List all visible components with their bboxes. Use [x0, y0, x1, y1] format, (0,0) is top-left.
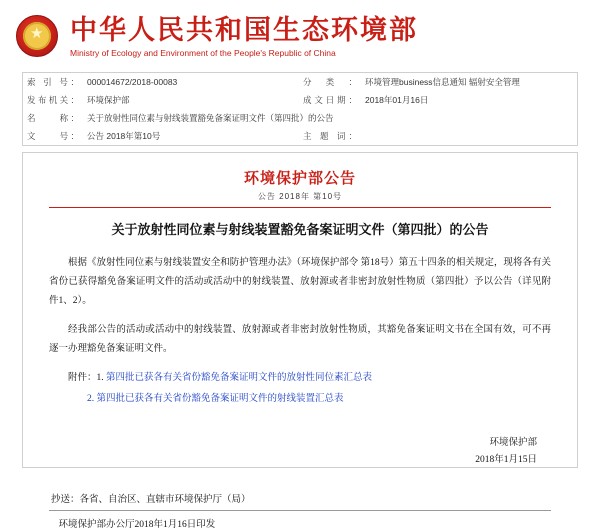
document-sign-date: 2018年1月15日: [475, 455, 537, 465]
table-row: [23, 127, 577, 145]
table-row: [23, 91, 577, 109]
document-org-header: 环境保护部公告: [243, 171, 356, 187]
meta-value-keywords: [361, 127, 577, 145]
site-title-en: Ministry of Ecology and Environment of the People's Republic of China: [70, 47, 336, 58]
document-signer: 环境保护部: [489, 438, 537, 448]
meta-value-name: 关于放射性同位素与射线装置豁免备案证明文件（第四批）的公告: [87, 113, 334, 123]
site-header: [0, 0, 600, 72]
attachment-link-2[interactable]: 2. 第四批已获各有关省份豁免备案证明文件的射线装置汇总表: [87, 394, 344, 404]
page-title: 关于放射性同位素与射线装置豁免备案证明文件（第四批）的公告: [111, 222, 489, 237]
red-divider: [49, 207, 551, 208]
document-body: [22, 152, 578, 530]
site-title-cn: 中华人民共和国生态环境部: [70, 14, 418, 45]
meta-label-keywords: 主 题 词：: [303, 131, 357, 141]
document-cc: 抄送：各省、自治区、直辖市环境保护厅（局）: [51, 495, 251, 505]
attachment-line-2: [49, 390, 551, 409]
document-paragraph-2: 经我部公告的活动或活动中的射线装置、放射源或者非密封放射性物质，其豁免备案证明文书在全国有效，可不再逐一办理豁免备案证明文件。: [49, 325, 551, 354]
meta-value-category: 环境管理business信息通知 辐射安全管理: [365, 77, 520, 87]
meta-label-name: 名 称：: [27, 113, 79, 123]
table-row: [23, 73, 577, 91]
document-number: 公告 2018年 第10号: [257, 192, 343, 201]
site-title-block: [70, 14, 418, 59]
meta-label-date: 成文日期：: [303, 95, 357, 105]
attachment-line-1: [49, 369, 551, 388]
document-paragraph-1: 根据《放射性同位素与射线装置安全和防护管理办法》（环境保护部令 第18号）第五十四条的相关规定，现将各有关省份已获得豁免备案证明文件的活动或活动中的射线装置、放射源或者非密封放射性物质（第四批）予以公告（详见附件1、2）。: [49, 258, 551, 306]
document-meta-table: [22, 72, 578, 146]
footer-divider: [49, 510, 551, 511]
meta-value-index-no: 000014672/2018-00083: [87, 77, 178, 87]
meta-value-date: 2018年01月16日: [365, 95, 429, 105]
attachment-link-1[interactable]: 第四批已获各有关省份豁免备案证明文件的放射性同位素汇总表: [106, 373, 373, 383]
meta-label-category: 分类：: [303, 77, 357, 87]
meta-label-doc-no: 文 号：: [27, 131, 79, 141]
attachment-prefix: 附件：1.: [68, 373, 104, 383]
document-footer: 环境保护部办公厅2018年1月16日印发: [58, 520, 216, 530]
table-row: [23, 109, 577, 127]
meta-label-index-no: 索 引 号：: [27, 77, 79, 87]
national-emblem-icon: ★: [14, 13, 60, 59]
meta-label-issuer: 发布机关：: [27, 95, 79, 105]
meta-value-issuer: 环境保护部: [87, 95, 130, 105]
meta-value-doc-no: 公告 2018年第10号: [87, 131, 161, 141]
